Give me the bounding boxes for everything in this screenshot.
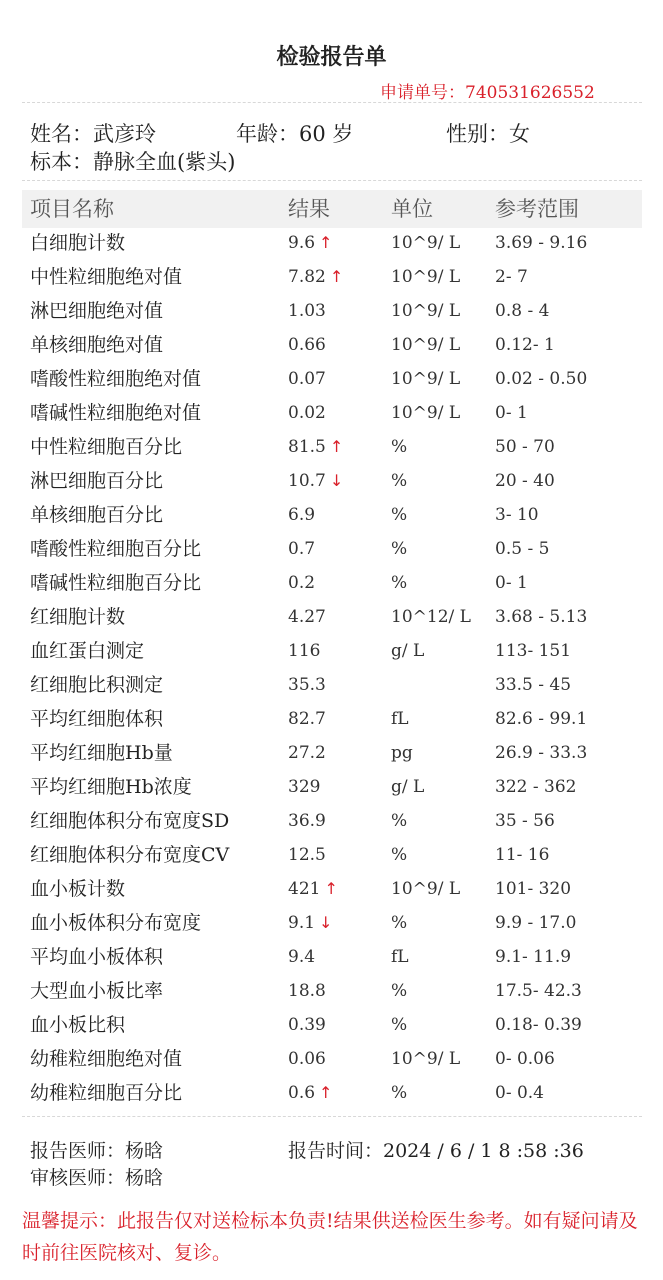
item-name-text: 幼稚粒细胞百分比 [30, 1082, 183, 1104]
result-value-text: 116 [288, 641, 321, 661]
reference-range [495, 702, 587, 736]
unit [391, 770, 424, 804]
reference-range-text: 9.9 - 17.0 [495, 913, 577, 933]
result-value-text: 4.27 [288, 607, 326, 627]
reference-range [495, 464, 555, 498]
item-name-text: 红细胞比积测定 [30, 674, 164, 696]
unit-text: % [391, 573, 408, 593]
unit-text: % [391, 981, 408, 1001]
unit-text: % [391, 1083, 408, 1103]
item-name-text: 淋巴细胞百分比 [30, 470, 164, 492]
table-row [0, 600, 663, 634]
result-value-text: 0.66 [288, 335, 326, 355]
unit [391, 226, 460, 260]
reference-range-text: 113- 151 [495, 641, 572, 661]
arrow-up-icon: ↑ [324, 879, 338, 898]
arrow-down-icon: ↓ [319, 913, 333, 932]
unit [391, 362, 460, 396]
reference-range [495, 1076, 544, 1110]
result-value [288, 362, 326, 396]
result-value-text: 27.2 [288, 743, 326, 763]
unit-text: fL [391, 947, 409, 967]
item-name [30, 430, 182, 464]
result-value [288, 566, 315, 600]
table-row [0, 906, 663, 940]
item-name [30, 294, 163, 328]
table-row [0, 838, 663, 872]
result-value-text: 0.6 [288, 1083, 316, 1103]
result-value [288, 532, 315, 566]
result-value [288, 1008, 326, 1042]
unit-text: % [391, 811, 408, 831]
reference-range [495, 566, 528, 600]
reference-range-text: 0.5 - 5 [495, 539, 550, 559]
reference-range-text: 0- 1 [495, 573, 528, 593]
item-name [30, 940, 163, 974]
unit [391, 974, 407, 1008]
reference-range [495, 498, 539, 532]
item-name-text: 平均红细胞体积 [30, 708, 164, 730]
unit-text: % [391, 845, 408, 865]
table-row [0, 260, 663, 294]
item-name [30, 1008, 125, 1042]
table-row [0, 736, 663, 770]
result-value-text: 329 [288, 777, 321, 797]
unit-text: 10^9/ L [391, 879, 461, 899]
reference-range [495, 226, 587, 260]
result-value-text: 0.2 [288, 573, 316, 593]
header-result: 结果 [288, 197, 330, 221]
table-row [0, 634, 663, 668]
result-value [288, 430, 343, 464]
reference-range [495, 906, 576, 940]
item-name-text: 血小板体积分布宽度 [30, 912, 202, 934]
unit-text: % [391, 1015, 408, 1035]
item-name [30, 260, 182, 294]
result-value-text: 0.06 [288, 1049, 326, 1069]
result-value [288, 226, 332, 260]
item-name [30, 1042, 182, 1076]
reference-range-text: 35 - 56 [495, 811, 555, 831]
reference-range-text: 11- 16 [495, 845, 550, 865]
specimen-type: 标本：静脉全血(紫头) [30, 150, 236, 174]
divider [22, 102, 642, 103]
reference-range-text: 3.68 - 5.13 [495, 607, 588, 627]
report-title: 检验报告单 [276, 45, 387, 70]
table-row [0, 804, 663, 838]
reference-range-text: 322 - 362 [495, 777, 577, 797]
item-name [30, 328, 163, 362]
result-value-text: 81.5 [288, 437, 326, 457]
table-row [0, 464, 663, 498]
unit [391, 1076, 407, 1110]
result-value-text: 35.3 [288, 675, 326, 695]
table-row [0, 872, 663, 906]
item-name-text: 大型血小板比率 [30, 980, 164, 1002]
reference-range-text: 0- 0.4 [495, 1083, 544, 1103]
reference-range-text: 0.02 - 0.50 [495, 369, 588, 389]
unit-text: fL [391, 709, 409, 729]
unit [391, 328, 460, 362]
table-row [0, 328, 663, 362]
reference-range [495, 260, 528, 294]
item-name-text: 红细胞计数 [30, 606, 126, 628]
unit [391, 566, 407, 600]
reference-range-text: 2- 7 [495, 267, 528, 287]
header-item-name: 项目名称 [30, 197, 114, 221]
result-value [288, 1076, 332, 1110]
unit [391, 634, 424, 668]
reference-range [495, 600, 587, 634]
unit [391, 396, 460, 430]
unit-text: % [391, 539, 408, 559]
reference-range [495, 328, 555, 362]
item-name [30, 736, 173, 770]
unit [391, 532, 407, 566]
reference-range-text: 0- 1 [495, 403, 528, 423]
result-value-text: 9.4 [288, 947, 316, 967]
reference-range [495, 974, 582, 1008]
reference-range [495, 1008, 582, 1042]
reference-range-text: 9.1- 11.9 [495, 947, 572, 967]
unit [391, 260, 460, 294]
reference-range [495, 770, 576, 804]
item-name [30, 838, 229, 872]
table-row [0, 1076, 663, 1110]
table-row [0, 1008, 663, 1042]
reference-range-text: 33.5 - 45 [495, 675, 572, 695]
warm-tip: 温馨提示：此报告仅对送检标本负责!结果供送检医生参考。如有疑问请及时前往医院核对、复诊。 [22, 1210, 638, 1264]
result-value [288, 804, 326, 838]
divider [22, 1116, 642, 1117]
item-name-text: 淋巴细胞绝对值 [30, 300, 164, 322]
item-name-text: 平均血小板体积 [30, 946, 164, 968]
result-value [288, 770, 320, 804]
unit-text: 10^9/ L [391, 1049, 461, 1069]
reference-range [495, 362, 587, 396]
table-row [0, 770, 663, 804]
reference-range-text: 0.8 - 4 [495, 301, 550, 321]
item-name [30, 464, 163, 498]
table-row [0, 668, 663, 702]
unit-text: 10^12/ L [391, 607, 471, 627]
results-table-body [0, 226, 663, 1110]
unit [391, 430, 407, 464]
unit [391, 702, 409, 736]
result-value [288, 940, 315, 974]
item-name-text: 血小板计数 [30, 878, 126, 900]
reference-range-text: 3- 10 [495, 505, 539, 525]
item-name [30, 872, 125, 906]
item-name-text: 中性粒细胞百分比 [30, 436, 183, 458]
reference-range [495, 872, 571, 906]
reference-range-text: 3.69 - 9.16 [495, 233, 588, 253]
table-row [0, 702, 663, 736]
result-value-text: 82.7 [288, 709, 326, 729]
unit-text: g/ L [391, 777, 425, 797]
result-value [288, 294, 326, 328]
patient-age: 年龄：60 岁 [236, 122, 354, 146]
item-name [30, 974, 163, 1008]
item-name-text: 平均红细胞Hb浓度 [30, 776, 192, 798]
unit-text: 10^9/ L [391, 233, 461, 253]
table-row [0, 1042, 663, 1076]
reference-range [495, 430, 555, 464]
result-value-text: 36.9 [288, 811, 326, 831]
item-name [30, 532, 201, 566]
reference-range [495, 804, 555, 838]
reference-range [495, 294, 549, 328]
unit-text: 10^9/ L [391, 335, 461, 355]
result-value [288, 498, 315, 532]
table-row [0, 532, 663, 566]
divider [22, 180, 642, 181]
reference-range-text: 17.5- 42.3 [495, 981, 582, 1001]
item-name-text: 红细胞体积分布宽度CV [30, 844, 230, 866]
table-row [0, 396, 663, 430]
item-name-text: 嗜碱性粒细胞百分比 [30, 572, 202, 594]
item-name-text: 中性粒细胞绝对值 [30, 266, 183, 288]
reference-range-text: 0.12- 1 [495, 335, 555, 355]
reference-range-text: 0- 0.06 [495, 1049, 555, 1069]
result-value-text: 9.1 [288, 913, 316, 933]
unit [391, 294, 460, 328]
result-value-text: 0.02 [288, 403, 326, 423]
report-time: 报告时间：2024 / 6 / 1 8 :58 :36 [288, 1140, 584, 1162]
reference-range [495, 396, 528, 430]
table-row [0, 940, 663, 974]
unit [391, 804, 407, 838]
item-name [30, 396, 201, 430]
result-value [288, 702, 326, 736]
unit-text: pg [391, 743, 413, 763]
result-value [288, 600, 326, 634]
reference-range [495, 940, 571, 974]
unit-text: 10^9/ L [391, 369, 461, 389]
item-name-text: 嗜酸性粒细胞绝对值 [30, 368, 202, 390]
reference-range-text: 0.18- 0.39 [495, 1015, 582, 1035]
reference-range [495, 1042, 555, 1076]
unit [391, 838, 407, 872]
unit [391, 498, 407, 532]
result-value [288, 974, 326, 1008]
reference-range-text: 50 - 70 [495, 437, 555, 457]
result-value [288, 668, 326, 702]
reference-range [495, 838, 549, 872]
arrow-up-icon: ↑ [319, 1083, 333, 1102]
unit-text: 10^9/ L [391, 301, 461, 321]
unit-text: % [391, 913, 408, 933]
result-value-text: 0.7 [288, 539, 316, 559]
result-value-text: 10.7 [288, 471, 326, 491]
item-name-text: 幼稚粒细胞绝对值 [30, 1048, 183, 1070]
table-row [0, 566, 663, 600]
reference-range-text: 20 - 40 [495, 471, 555, 491]
result-value-text: 12.5 [288, 845, 326, 865]
unit-text: g/ L [391, 641, 425, 661]
item-name-text: 红细胞体积分布宽度SD [30, 810, 230, 832]
table-row [0, 974, 663, 1008]
table-header [22, 190, 642, 228]
result-value [288, 464, 343, 498]
unit [391, 940, 409, 974]
reference-range [495, 634, 571, 668]
unit [391, 464, 407, 498]
unit-text: 10^9/ L [391, 267, 461, 287]
table-row [0, 226, 663, 260]
unit [391, 1008, 407, 1042]
result-value-text: 0.07 [288, 369, 326, 389]
result-value-text: 6.9 [288, 505, 316, 525]
arrow-up-icon: ↑ [319, 233, 333, 252]
arrow-down-icon: ↓ [329, 471, 344, 490]
result-value-text: 0.39 [288, 1015, 326, 1035]
reference-range-text: 101- 320 [495, 879, 572, 899]
unit-text: % [391, 437, 408, 457]
table-row [0, 430, 663, 464]
unit [391, 736, 413, 770]
result-value-text: 1.03 [288, 301, 326, 321]
unit [391, 906, 407, 940]
item-name [30, 804, 229, 838]
reference-range [495, 532, 549, 566]
result-value-text: 7.82 [288, 267, 326, 287]
item-name [30, 634, 144, 668]
result-value [288, 736, 326, 770]
table-row [0, 362, 663, 396]
result-value-text: 9.6 [288, 233, 316, 253]
item-name [30, 600, 125, 634]
item-name-text: 单核细胞绝对值 [30, 334, 164, 356]
item-name-text: 单核细胞百分比 [30, 504, 164, 526]
result-value [288, 872, 338, 906]
item-name [30, 566, 201, 600]
result-value [288, 260, 343, 294]
result-value [288, 838, 326, 872]
result-value-text: 421 [288, 879, 321, 899]
item-name-text: 血红蛋白测定 [30, 640, 145, 662]
item-name-text: 白细胞计数 [30, 232, 126, 254]
unit [391, 600, 471, 634]
item-name-text: 平均红细胞Hb量 [30, 742, 173, 764]
header-unit: 单位 [391, 197, 433, 221]
unit-text: % [391, 471, 408, 491]
result-value-text: 18.8 [288, 981, 326, 1001]
unit [391, 872, 460, 906]
item-name-text: 血小板比积 [30, 1014, 126, 1036]
patient-name: 姓名：武彦玲 [30, 122, 156, 146]
result-value [288, 396, 326, 430]
unit [391, 1042, 460, 1076]
item-name [30, 362, 201, 396]
unit-text: 10^9/ L [391, 403, 461, 423]
report-doctor: 报告医师：杨晗 [30, 1140, 164, 1162]
item-name [30, 668, 163, 702]
item-name-text: 嗜碱性粒细胞绝对值 [30, 402, 202, 424]
result-value [288, 906, 332, 940]
arrow-up-icon: ↑ [329, 437, 344, 456]
result-value [288, 328, 326, 362]
item-name [30, 498, 163, 532]
reference-range-text: 82.6 - 99.1 [495, 709, 588, 729]
item-name [30, 906, 201, 940]
table-row [0, 294, 663, 328]
item-name [30, 1076, 182, 1110]
result-value [288, 634, 320, 668]
item-name [30, 702, 163, 736]
item-name [30, 770, 192, 804]
item-name-text: 嗜酸性粒细胞百分比 [30, 538, 202, 560]
reference-range-text: 26.9 - 33.3 [495, 743, 588, 763]
reference-range [495, 736, 587, 770]
result-value [288, 1042, 326, 1076]
patient-sex: 性别：女 [446, 122, 530, 146]
review-doctor: 审核医师：杨晗 [30, 1167, 164, 1189]
request-number: 申请单号：740531626552 [380, 83, 595, 103]
table-row [0, 498, 663, 532]
arrow-up-icon: ↑ [329, 267, 344, 286]
header-reference-range: 参考范围 [495, 197, 579, 221]
reference-range [495, 668, 571, 702]
item-name [30, 226, 125, 260]
unit-text: % [391, 505, 408, 525]
